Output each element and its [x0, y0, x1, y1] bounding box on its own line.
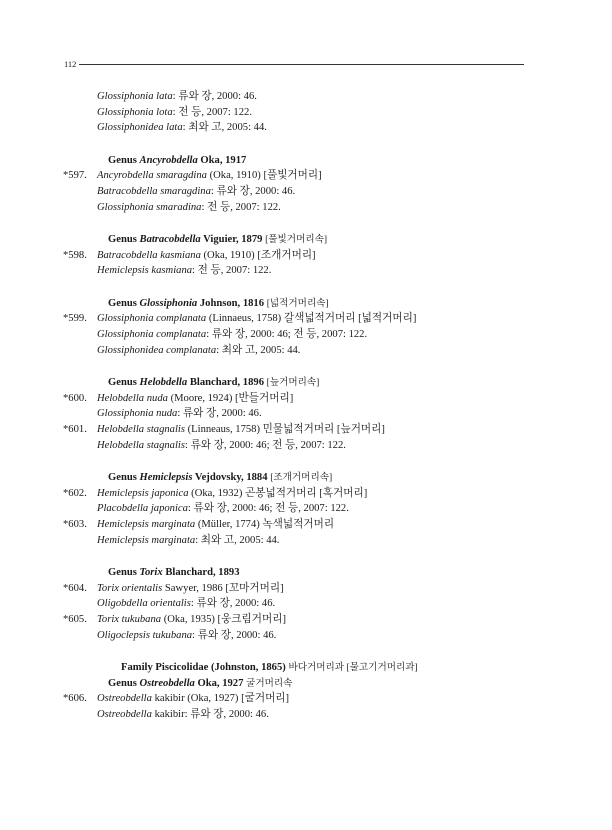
synonym-line — [0, 263, 612, 279]
synonym-line — [0, 200, 612, 216]
taxon-name: Oligobdella orientalis — [97, 598, 191, 610]
genus-heading — [0, 565, 612, 581]
citation-text: : 최와 고, 2005: 44. — [216, 344, 301, 356]
synonym-line — [0, 343, 612, 359]
citation-text: : 류와 장, 2000: 46. — [190, 598, 276, 610]
korean-family-name: 바다거머리과 [물고기거머리과] — [288, 662, 418, 674]
species-entry — [0, 311, 612, 327]
taxon-name: Ostreobdella — [97, 709, 152, 721]
genus-author: Oka, 1927 — [194, 677, 247, 689]
genus-heading — [0, 232, 612, 248]
entry-number: *599. — [63, 313, 87, 325]
species-entry — [0, 422, 612, 438]
species-entry — [0, 486, 612, 502]
taxon-name: Batracobdella kasmiana — [97, 249, 201, 261]
species-entry — [0, 248, 612, 264]
genus-author: Oka, 1917 — [197, 154, 247, 166]
genus-name: Ostreobdella — [139, 677, 195, 689]
synonym-line — [0, 120, 612, 136]
citation-text: : 류와 장, 2000: 46. — [192, 629, 277, 641]
taxon-name: Torix orientalis — [97, 582, 163, 594]
rank-label: Genus — [108, 567, 140, 579]
taxon-name: Batracobdella smaragdina — [97, 186, 211, 198]
taxon-name: Glossiphonidea complanata — [97, 344, 217, 356]
author-and-korean-name: kakibir (Oka, 1927) [굴거머리] — [151, 693, 290, 705]
taxon-name: Hemiclepsis japonica — [97, 487, 189, 499]
rank-label: Genus — [108, 377, 140, 388]
genus-author: Blanchard, 1893 — [162, 567, 240, 579]
citation-text: kakibir: 류와 장, 2000: 46. — [151, 709, 269, 721]
synonym-line — [0, 438, 612, 454]
citation-text: : 류와 장, 2000: 46. — [177, 408, 262, 420]
taxon-name: Ancyrobdella smaragdina — [97, 170, 207, 182]
author-and-korean-name: (Linnaeus, 1758) 갈색넓적거머리 [넓적거머리] — [206, 313, 417, 325]
entry-number: *598. — [63, 249, 87, 261]
taxon-name: Helobdella stagnalis — [97, 439, 185, 451]
synonym-line — [0, 707, 612, 723]
genus-heading — [0, 296, 612, 312]
genus-heading — [0, 153, 612, 169]
rank-label: Genus — [108, 677, 140, 689]
genus-author: Viguier, 1879 — [200, 234, 266, 245]
citation-text: : 전 등, 2007: 122. — [172, 106, 252, 118]
taxon-name: Torix tukubana — [97, 614, 162, 626]
genus-heading — [0, 470, 612, 486]
genus-name: Hemiclepsis — [139, 472, 193, 484]
citation-text: : 류와 장, 2000: 46; 전 등, 2007: 122. — [184, 439, 346, 451]
author-and-korean-name: (Oka, 1932) 곤봉넓적거머리 [혹거머리] — [188, 487, 368, 499]
genus-author: Blanchard, 1896 — [187, 377, 267, 388]
checklist-content — [0, 89, 612, 723]
species-entry — [0, 168, 612, 184]
author-and-korean-name: (Moore, 1924) [반들거머리] — [167, 392, 294, 404]
author-and-korean-name: (Oka, 1910) [풀빛거머리] — [206, 170, 322, 182]
entry-number: *600. — [63, 392, 87, 404]
author-and-korean-name: (Linneaus, 1758) 민물넓적거머리 [늪거머리] — [184, 424, 385, 436]
species-entry — [0, 581, 612, 597]
korean-genus-name: [넓적거머리속] — [266, 297, 329, 309]
citation-text: : 전 등, 2007: 122. — [192, 265, 272, 277]
genus-name: Ancyrobdella — [139, 154, 198, 166]
page-number: 112 — [64, 59, 77, 69]
synonym-line — [0, 596, 612, 612]
taxon-name: Glossiphonia lata — [97, 91, 173, 102]
entry-number: *606. — [63, 693, 87, 705]
citation-text: : 최와 고, 2005: 44. — [195, 534, 280, 546]
genus-name: Glossiphonia — [139, 297, 198, 309]
rank-label: Genus — [108, 297, 140, 309]
taxon-name: Glossiphonia complanata — [97, 313, 207, 325]
synonym-line — [0, 406, 612, 422]
taxon-name: Glossiphonia smaradina — [97, 201, 202, 213]
taxon-name: Ostreobdella — [97, 693, 152, 705]
entry-number: *604. — [63, 582, 87, 594]
citation-text: : 류와 장, 2000: 46. — [210, 186, 296, 198]
rank-label: Genus — [108, 234, 140, 245]
entry-number: *603. — [63, 519, 87, 531]
entry-number: *597. — [63, 170, 87, 182]
author-and-korean-name: (Müller, 1774) 녹색넓적거머리 — [195, 519, 335, 531]
family-heading — [0, 660, 612, 676]
header-rule — [79, 64, 524, 65]
entry-number: *601. — [63, 424, 87, 436]
family-name: Family Piscicolidae (Johnston, 1865) — [121, 662, 289, 674]
rank-label: Genus — [108, 154, 140, 166]
genus-heading — [0, 375, 612, 391]
taxon-name: Hemiclepsis marginata — [97, 519, 196, 531]
species-entry — [0, 391, 612, 407]
citation-text: : 전 등, 2007: 122. — [201, 201, 281, 213]
korean-genus-name: [조개거머리속] — [270, 472, 333, 484]
taxon-name: Glossiphonia nuda — [97, 408, 178, 420]
taxon-name: Hemiclepsis kasmiana — [97, 265, 193, 277]
korean-genus-name: [풀빛거머리속] — [265, 234, 328, 245]
species-entry — [0, 517, 612, 533]
author-and-korean-name: Sawyer, 1986 [꼬마거머리] — [162, 582, 284, 594]
citation-text: : 최와 고, 2005: 44. — [182, 122, 267, 134]
synonym-line — [0, 89, 612, 105]
synonym-line — [0, 184, 612, 200]
taxon-name: Hemiclepsis marginata — [97, 534, 196, 546]
synonym-line — [0, 327, 612, 343]
entry-number: *605. — [63, 614, 87, 626]
author-and-korean-name: (Oka, 1935) [웅크림거머리] — [161, 614, 287, 626]
korean-genus-name: [늪거머리속] — [266, 377, 320, 388]
taxon-name: Placobdella japonica — [97, 503, 188, 515]
taxon-name: Glossiphonia complanata — [97, 329, 207, 341]
citation-text: : 류와 장, 2000: 46; 전 등, 2007: 122. — [187, 503, 349, 515]
synonym-line — [0, 533, 612, 549]
taxon-name: Glossiphonia lota — [97, 106, 173, 118]
synonym-line — [0, 628, 612, 644]
genus-name: Batracobdella — [139, 234, 201, 245]
citation-text: : 류와 장, 2000: 46; 전 등, 2007: 122. — [206, 329, 368, 341]
genus-name: Helobdella — [139, 377, 188, 388]
taxon-name: Glossiphonidea lata — [97, 122, 183, 134]
korean-genus-name: 굴거머리속 — [246, 677, 293, 689]
taxon-name: Oligoclepsis tukubana — [97, 629, 193, 641]
species-entry — [0, 691, 612, 707]
species-entry — [0, 612, 612, 628]
taxon-name: Helobdella nuda — [97, 392, 168, 404]
author-and-korean-name: (Oka, 1910) [조개거머리] — [200, 249, 316, 261]
taxon-name: Helobdella stagnalis — [97, 424, 185, 436]
synonym-line — [0, 105, 612, 121]
citation-text: : 류와 장, 2000: 46. — [172, 91, 257, 102]
synonym-line — [0, 501, 612, 517]
rank-label: Genus — [108, 472, 140, 484]
entry-number: *602. — [63, 487, 87, 499]
genus-name: Torix — [139, 567, 163, 579]
genus-heading — [0, 676, 612, 692]
genus-author: Vejdovsky, 1884 — [192, 472, 271, 484]
genus-author: Johnson, 1816 — [197, 297, 267, 309]
